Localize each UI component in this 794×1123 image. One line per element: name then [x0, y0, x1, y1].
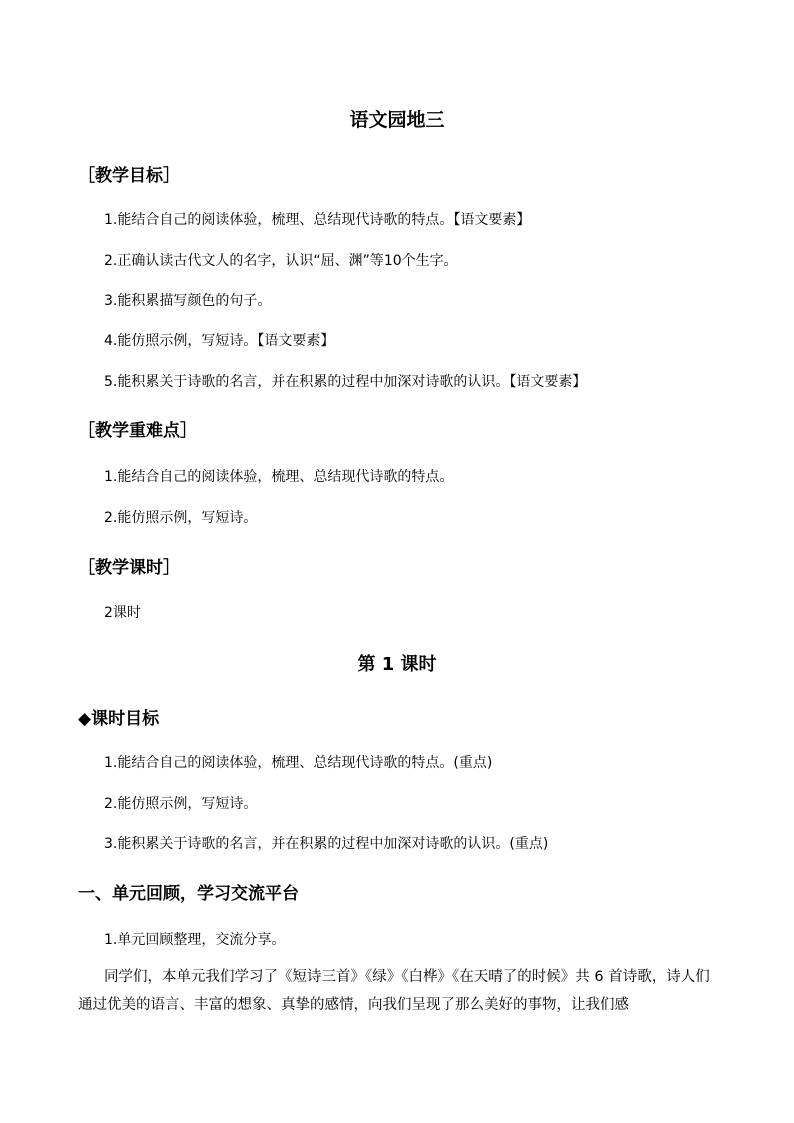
key-point-item-2: 2.能仿照示例，写短诗。	[104, 510, 258, 526]
goal-item-2: 2.正确认读古代文人的名字，认识“屈、渊”等10个生字。	[104, 253, 458, 269]
goal-item-1: 1.能结合自己的阅读体验，梳理、总结现代诗歌的特点。【语文要素】	[104, 212, 531, 228]
goal-item-3: 3.能积累描写颜色的句子。	[104, 293, 272, 309]
hours-value: 2课时	[104, 605, 141, 621]
goal-item-4: 4.能仿照示例，写短诗。【语文要素】	[104, 333, 335, 349]
lesson-title: 第 1 课时	[357, 654, 437, 675]
objectives-heading: ◆课时目标	[78, 709, 160, 729]
lesson-paragraph: 同学们，本单元我们学习了《短诗三首》《绿》《白桦》《在天晴了的时候》共 6 首诗歌，诗人们通过优美的语言、丰富的想象、真挚的感情，向我们呈现了那么美好的事物，让我们感	[78, 969, 710, 1013]
section1-item-1: 1.单元回顾整理，交流分享。	[104, 932, 286, 948]
objective-item-3: 3.能积累关于诗歌的名言，并在积累的过程中加深对诗歌的认识。(重点)	[104, 836, 549, 852]
document-title: 语文园地三	[349, 109, 445, 131]
objective-item-2: 2.能仿照示例，写短诗。	[104, 796, 258, 812]
hours-heading: ［教学课时］	[78, 558, 180, 578]
goal-item-5: 5.能积累关于诗歌的名言，并在积累的过程中加深对诗歌的认识。【语文要素】	[104, 374, 587, 390]
key-point-item-1: 1.能结合自己的阅读体验，梳理、总结现代诗歌的特点。	[104, 469, 454, 485]
objective-item-1: 1.能结合自己的阅读体验，梳理、总结现代诗歌的特点。(重点)	[104, 755, 493, 771]
section1-heading: 一、单元回顾，学习交流平台	[78, 884, 299, 904]
key-points-heading: ［教学重难点］	[78, 421, 197, 441]
goals-heading: ［教学目标］	[78, 166, 180, 186]
